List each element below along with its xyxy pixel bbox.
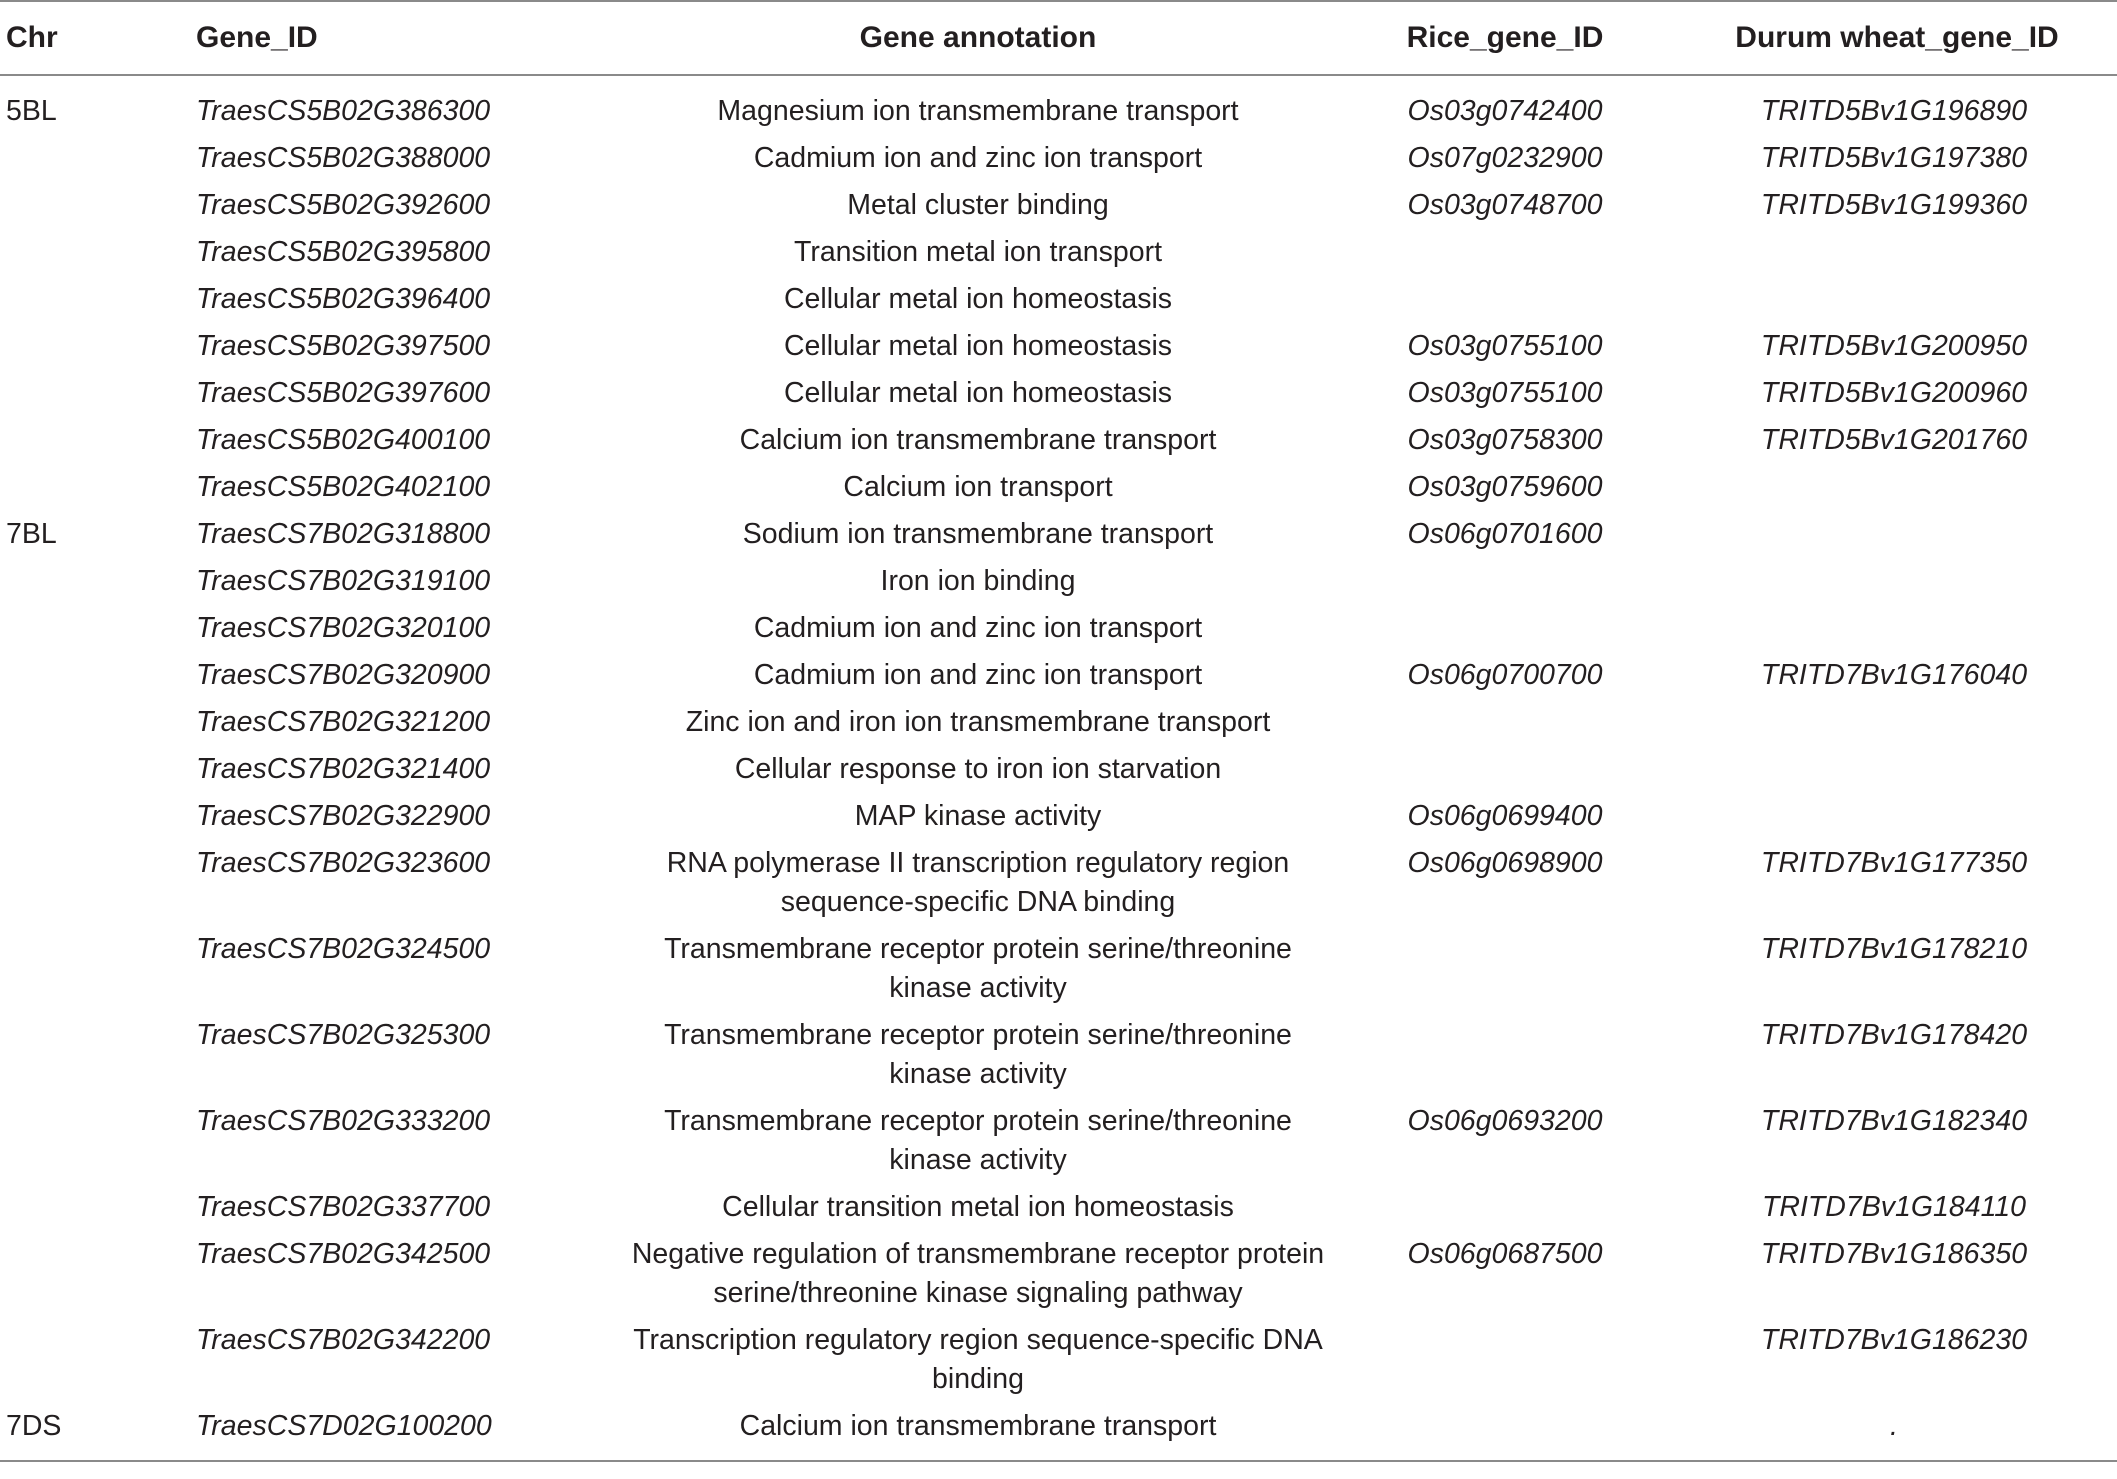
cell-durum-gene-id [1671, 276, 2117, 323]
table-row [0, 323, 2117, 370]
cell-gene-id: TraesCS7B02G322900 [196, 800, 491, 832]
cell-rice-gene-id [1339, 605, 1671, 652]
annotation-line: Transmembrane receptor protein serine/threonine [664, 1105, 1292, 1137]
cell-gene-annotation [617, 1317, 1339, 1403]
cell-gene-id: TraesCS7B02G323600 [196, 847, 491, 879]
cell-chr [0, 1231, 196, 1317]
cell-gene-annotation [617, 652, 1339, 699]
annotation-line: Calcium ion transport [843, 471, 1113, 503]
header-gene-id: Gene_ID [196, 21, 318, 54]
table-row [0, 652, 2117, 699]
cell-rice-gene-id [1339, 276, 1671, 323]
cell-chr [0, 323, 196, 370]
cell-chr [0, 793, 196, 840]
cell-durum-gene-id: TRITD5Bv1G200950 [1760, 330, 2028, 362]
cell-rice-gene-id [1339, 746, 1671, 793]
cell-gene-annotation [617, 135, 1339, 182]
cell-durum-gene-id: TRITD5Bv1G196890 [1760, 95, 2028, 127]
cell-gene-annotation [617, 75, 1339, 135]
cell-gene-id: TraesCS7B02G320100 [196, 612, 491, 644]
cell-chr [0, 229, 196, 276]
cell-durum-gene-id: TRITD7Bv1G186350 [1760, 1238, 2028, 1270]
header-rice-gene-id: Rice_gene_ID [1406, 21, 1604, 54]
cell-chr [0, 1184, 196, 1231]
cell-gene-annotation [617, 1184, 1339, 1231]
header-durum-gene-id: Durum wheat_gene_ID [1735, 21, 2059, 54]
table-row [0, 746, 2117, 793]
cell-gene-annotation [617, 1012, 1339, 1098]
cell-gene-annotation [617, 605, 1339, 652]
cell-durum-gene-id [1671, 746, 2117, 793]
cell-gene-id: TraesCS7B02G333200 [196, 1105, 491, 1137]
table-row [0, 464, 2117, 511]
table-row [0, 605, 2117, 652]
annotation-line: Calcium ion transmembrane transport [739, 1410, 1217, 1442]
cell-gene-id: TraesCS7D02G100200 [196, 1410, 492, 1442]
cell-gene-id: TraesCS5B02G395800 [196, 236, 491, 268]
cell-gene-annotation [617, 1231, 1339, 1317]
cell-gene-id: TraesCS5B02G400100 [196, 424, 491, 456]
cell-durum-gene-id: TRITD5Bv1G199360 [1760, 189, 2028, 221]
cell-chr [0, 1098, 196, 1184]
cell-rice-gene-id: Os03g0748700 [1407, 189, 1603, 221]
table-header [0, 1, 2117, 75]
cell-durum-gene-id: TRITD7Bv1G186230 [1760, 1324, 2028, 1356]
cell-chr [0, 1012, 196, 1098]
cell-gene-id: TraesCS5B02G392600 [196, 189, 491, 221]
cell-gene-id: TraesCS7B02G319100 [196, 565, 491, 597]
cell-gene-annotation [617, 1403, 1339, 1461]
cell-gene-annotation [617, 511, 1339, 558]
cell-durum-gene-id: TRITD7Bv1G182340 [1760, 1105, 2028, 1137]
cell-gene-annotation [617, 276, 1339, 323]
table-row [0, 370, 2117, 417]
cell-durum-gene-id [1671, 793, 2117, 840]
annotation-line: Magnesium ion transmembrane transport [717, 95, 1239, 127]
cell-rice-gene-id: Os07g0232900 [1407, 142, 1603, 174]
table-row [0, 558, 2117, 605]
cell-gene-id: TraesCS7B02G337700 [196, 1191, 491, 1223]
cell-rice-gene-id [1339, 1403, 1671, 1461]
table-body [0, 75, 2117, 1461]
cell-gene-id: TraesCS5B02G397500 [196, 330, 491, 362]
cell-chr [0, 926, 196, 1012]
table-row [0, 75, 2117, 135]
table-row [0, 1098, 2117, 1184]
cell-chr: 5BL [6, 95, 57, 127]
annotation-line-2: serine/threonine kinase signaling pathway [713, 1277, 1243, 1309]
cell-chr [0, 652, 196, 699]
cell-chr [0, 135, 196, 182]
cell-chr: 7BL [6, 518, 57, 550]
cell-chr [0, 182, 196, 229]
cell-chr [0, 417, 196, 464]
annotation-line: Calcium ion transmembrane transport [739, 424, 1217, 456]
cell-durum-gene-id: TRITD5Bv1G197380 [1760, 142, 2028, 174]
cell-rice-gene-id [1339, 926, 1671, 1012]
cell-chr [0, 558, 196, 605]
cell-durum-gene-id: TRITD7Bv1G176040 [1760, 659, 2028, 691]
cell-gene-annotation [617, 1098, 1339, 1184]
header-row [0, 1, 2117, 75]
cell-chr [0, 276, 196, 323]
cell-rice-gene-id: Os06g0701600 [1407, 518, 1603, 550]
annotation-line: Cadmium ion and zinc ion transport [753, 659, 1203, 691]
annotation-line: Transcription regulatory region sequence-specific DNA [633, 1324, 1323, 1356]
table-row [0, 1184, 2117, 1231]
cell-gene-id: TraesCS7B02G324500 [196, 933, 491, 965]
cell-gene-id: TraesCS5B02G388000 [196, 142, 491, 174]
cell-rice-gene-id: Os03g0759600 [1407, 471, 1603, 503]
cell-rice-gene-id: Os06g0698900 [1407, 847, 1603, 879]
cell-chr [0, 464, 196, 511]
cell-durum-gene-id: TRITD7Bv1G177350 [1760, 847, 2028, 879]
cell-durum-gene-id [1671, 229, 2117, 276]
table-row [0, 135, 2117, 182]
cell-chr [0, 840, 196, 926]
cell-durum-gene-id [1671, 558, 2117, 605]
cell-durum-gene-id: TRITD5Bv1G201760 [1760, 424, 2028, 456]
cell-gene-id: TraesCS7B02G321400 [196, 753, 491, 785]
table-row [0, 511, 2117, 558]
cell-durum-gene-id: TRITD7Bv1G184110 [1761, 1191, 2026, 1223]
cell-rice-gene-id: Os03g0755100 [1407, 330, 1603, 362]
table-row [0, 229, 2117, 276]
cell-gene-annotation [617, 793, 1339, 840]
cell-durum-gene-id: . [1890, 1410, 1898, 1442]
annotation-line: Zinc ion and iron ion transmembrane transport [685, 706, 1271, 738]
table-row [0, 840, 2117, 926]
cell-chr [0, 370, 196, 417]
annotation-line-2: kinase activity [889, 1058, 1067, 1090]
cell-rice-gene-id: Os06g0699400 [1407, 800, 1603, 832]
cell-gene-annotation [617, 699, 1339, 746]
annotation-line: Transmembrane receptor protein serine/threonine [664, 1019, 1292, 1051]
cell-chr [0, 699, 196, 746]
cell-rice-gene-id: Os06g0700700 [1407, 659, 1603, 691]
cell-rice-gene-id [1339, 229, 1671, 276]
cell-durum-gene-id [1671, 464, 2117, 511]
cell-gene-id: TraesCS7B02G320900 [196, 659, 491, 691]
annotation-line: Cellular response to iron ion starvation [734, 753, 1222, 785]
annotation-line-2: kinase activity [889, 1144, 1067, 1176]
annotation-line: Cellular metal ion homeostasis [783, 330, 1173, 362]
annotation-line: Transmembrane receptor protein serine/threonine [664, 933, 1292, 965]
cell-durum-gene-id [1671, 605, 2117, 652]
cell-durum-gene-id: TRITD7Bv1G178210 [1760, 933, 2028, 965]
cell-durum-gene-id: TRITD5Bv1G200960 [1760, 377, 2028, 409]
cell-gene-annotation [617, 323, 1339, 370]
annotation-line: Cadmium ion and zinc ion transport [753, 142, 1203, 174]
cell-gene-id: TraesCS7B02G342500 [196, 1238, 491, 1270]
cell-chr [0, 746, 196, 793]
cell-gene-annotation [617, 558, 1339, 605]
cell-durum-gene-id [1671, 511, 2117, 558]
table-row [0, 1403, 2117, 1461]
header-chr: Chr [6, 21, 58, 54]
cell-gene-id: TraesCS5B02G397600 [196, 377, 491, 409]
cell-gene-id: TraesCS7B02G321200 [196, 706, 491, 738]
table-row [0, 276, 2117, 323]
cell-rice-gene-id: Os03g0742400 [1407, 95, 1603, 127]
annotation-line: Transition metal ion transport [793, 236, 1163, 268]
annotation-line: MAP kinase activity [854, 800, 1102, 832]
cell-durum-gene-id: TRITD7Bv1G178420 [1760, 1019, 2028, 1051]
annotation-line: Iron ion binding [880, 565, 1076, 597]
cell-rice-gene-id [1339, 1184, 1671, 1231]
cell-rice-gene-id [1339, 1317, 1671, 1403]
cell-chr [0, 1317, 196, 1403]
cell-durum-gene-id [1671, 699, 2117, 746]
cell-rice-gene-id [1339, 699, 1671, 746]
cell-gene-annotation [617, 926, 1339, 1012]
table-row [0, 793, 2117, 840]
cell-gene-annotation [617, 417, 1339, 464]
cell-rice-gene-id [1339, 558, 1671, 605]
cell-gene-id: TraesCS7B02G318800 [196, 518, 491, 550]
annotation-line: Metal cluster binding [847, 189, 1109, 221]
annotation-line-2: binding [932, 1363, 1024, 1395]
cell-rice-gene-id: Os03g0755100 [1407, 377, 1603, 409]
cell-gene-annotation [617, 464, 1339, 511]
table-row [0, 926, 2117, 1012]
table-row [0, 699, 2117, 746]
cell-gene-id: TraesCS7B02G325300 [196, 1019, 491, 1051]
table-row [0, 182, 2117, 229]
annotation-line: Cellular metal ion homeostasis [783, 283, 1173, 315]
table-row [0, 1231, 2117, 1317]
cell-gene-annotation [617, 746, 1339, 793]
cell-chr [0, 605, 196, 652]
table-row [0, 1012, 2117, 1098]
cell-gene-annotation [617, 229, 1339, 276]
annotation-line-2: kinase activity [889, 972, 1067, 1004]
cell-gene-id: TraesCS7B02G342200 [196, 1324, 491, 1356]
cell-gene-annotation [617, 182, 1339, 229]
annotation-line-2: sequence-specific DNA binding [780, 886, 1176, 918]
annotation-line: Negative regulation of transmembrane receptor protein [631, 1238, 1325, 1270]
table-row [0, 417, 2117, 464]
cell-rice-gene-id: Os06g0687500 [1407, 1238, 1603, 1270]
table-row [0, 1317, 2117, 1403]
cell-gene-annotation [617, 840, 1339, 926]
cell-gene-id: TraesCS5B02G396400 [196, 283, 491, 315]
cell-chr: 7DS [6, 1410, 62, 1442]
cell-gene-annotation [617, 370, 1339, 417]
cell-gene-id: TraesCS5B02G402100 [196, 471, 491, 503]
annotation-line: RNA polymerase II transcription regulatory region [666, 847, 1290, 879]
header-gene-annotation: Gene annotation [859, 21, 1097, 54]
cell-rice-gene-id: Os06g0693200 [1407, 1105, 1603, 1137]
cell-rice-gene-id [1339, 1012, 1671, 1098]
annotation-line: Cadmium ion and zinc ion transport [753, 612, 1203, 644]
annotation-line: Sodium ion transmembrane transport [742, 518, 1214, 550]
annotation-line: Cellular transition metal ion homeostasis [722, 1191, 1234, 1223]
cell-gene-id: TraesCS5B02G386300 [196, 95, 491, 127]
annotation-line: Cellular metal ion homeostasis [783, 377, 1173, 409]
cell-rice-gene-id: Os03g0758300 [1407, 424, 1603, 456]
